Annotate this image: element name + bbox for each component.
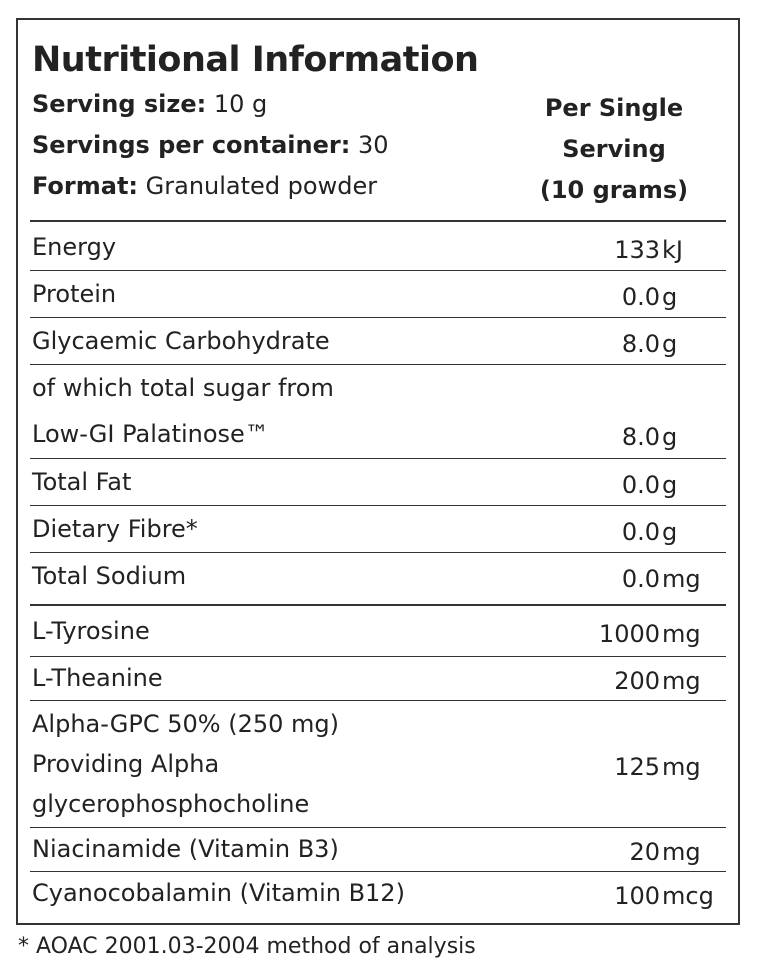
nutrient-name: Cyanocobalamin (Vitamin B12) bbox=[32, 879, 405, 907]
nutrient-unit: mg bbox=[662, 565, 701, 593]
nutrient-name: L-Tyrosine bbox=[32, 617, 150, 645]
footnote: * AOAC 2001.03-2004 method of analysis bbox=[18, 934, 476, 959]
nutrient-value: 200 bbox=[614, 667, 660, 695]
nutrient-value: 8.0 bbox=[621, 423, 660, 451]
nutrient-unit: mg bbox=[662, 838, 701, 866]
nutrient-unit: kJ bbox=[662, 236, 683, 264]
nutrient-value: 133 bbox=[614, 236, 660, 264]
nutrient-unit: g bbox=[662, 330, 678, 358]
per-header-line: (10 grams) bbox=[539, 176, 689, 204]
servings-label: Servings per container: bbox=[32, 131, 351, 159]
nutrient-name: Total Sodium bbox=[32, 562, 187, 590]
nutrient-value: 1000 bbox=[598, 620, 660, 648]
panel-title: Nutritional Information bbox=[32, 40, 479, 80]
table-row bbox=[30, 552, 726, 604]
nutrient-value: 0.0 bbox=[621, 565, 660, 593]
format bbox=[32, 172, 377, 200]
table-row bbox=[30, 827, 726, 871]
header-divider bbox=[30, 220, 726, 222]
nutrient-unit: g bbox=[662, 518, 678, 546]
table-row bbox=[30, 458, 726, 505]
nutrient-name: Total Fat bbox=[32, 468, 132, 496]
nutrient-name-line: Providing Alpha bbox=[32, 750, 220, 778]
nutrition-panel bbox=[16, 18, 740, 925]
format-label: Format: bbox=[32, 172, 139, 200]
table-row bbox=[30, 656, 726, 700]
servings-value: 30 bbox=[357, 131, 389, 159]
nutrient-name: L-Theanine bbox=[32, 664, 163, 692]
nutrient-value: 20 bbox=[629, 838, 660, 866]
nutrient-unit: mcg bbox=[662, 882, 714, 910]
nutrient-unit: mg bbox=[662, 753, 701, 781]
table-row bbox=[30, 700, 726, 827]
nutrient-unit: g bbox=[662, 283, 678, 311]
per-serving-header bbox=[514, 88, 714, 211]
table-row bbox=[30, 411, 726, 458]
serving-size bbox=[32, 90, 267, 118]
table-row bbox=[30, 505, 726, 552]
per-header-line: Per Single bbox=[544, 94, 684, 122]
nutrient-value: 0.0 bbox=[621, 518, 660, 546]
table-row bbox=[30, 606, 726, 656]
nutrient-name-line: glycerophosphocholine bbox=[32, 790, 310, 818]
nutrient-unit: mg bbox=[662, 667, 701, 695]
table-row bbox=[30, 364, 726, 411]
nutrient-value: 125 bbox=[614, 753, 660, 781]
per-header-line: Serving bbox=[562, 135, 666, 163]
nutrient-value: 0.0 bbox=[621, 471, 660, 499]
nutrient-name: Protein bbox=[32, 280, 117, 308]
serving-size-label: Serving size: bbox=[32, 90, 207, 118]
table-row bbox=[30, 224, 726, 270]
nutrient-name: Niacinamide (Vitamin B3) bbox=[32, 835, 339, 863]
nutrient-unit: mg bbox=[662, 620, 701, 648]
servings-per-container bbox=[32, 131, 389, 159]
nutrient-unit: g bbox=[662, 471, 678, 499]
nutrient-name: Glycaemic Carbohydrate bbox=[32, 327, 330, 355]
nutrient-name: Energy bbox=[32, 233, 117, 261]
nutrient-value: 0.0 bbox=[621, 283, 660, 311]
table-row bbox=[30, 871, 726, 919]
nutrient-name-line: Alpha-GPC 50% (250 mg) bbox=[32, 710, 339, 738]
nutrient-name: Dietary Fibre* bbox=[32, 515, 198, 543]
nutrient-unit: g bbox=[662, 423, 678, 451]
nutrient-value: 8.0 bbox=[621, 330, 660, 358]
serving-size-value: 10 g bbox=[213, 90, 268, 118]
table-row bbox=[30, 270, 726, 317]
table-row bbox=[30, 317, 726, 364]
nutrient-name: of which total sugar from bbox=[32, 374, 334, 402]
nutrient-name: Low-GI Palatinose™ bbox=[32, 420, 269, 448]
format-value: Granulated powder bbox=[145, 172, 378, 200]
nutrient-value: 100 bbox=[614, 882, 660, 910]
